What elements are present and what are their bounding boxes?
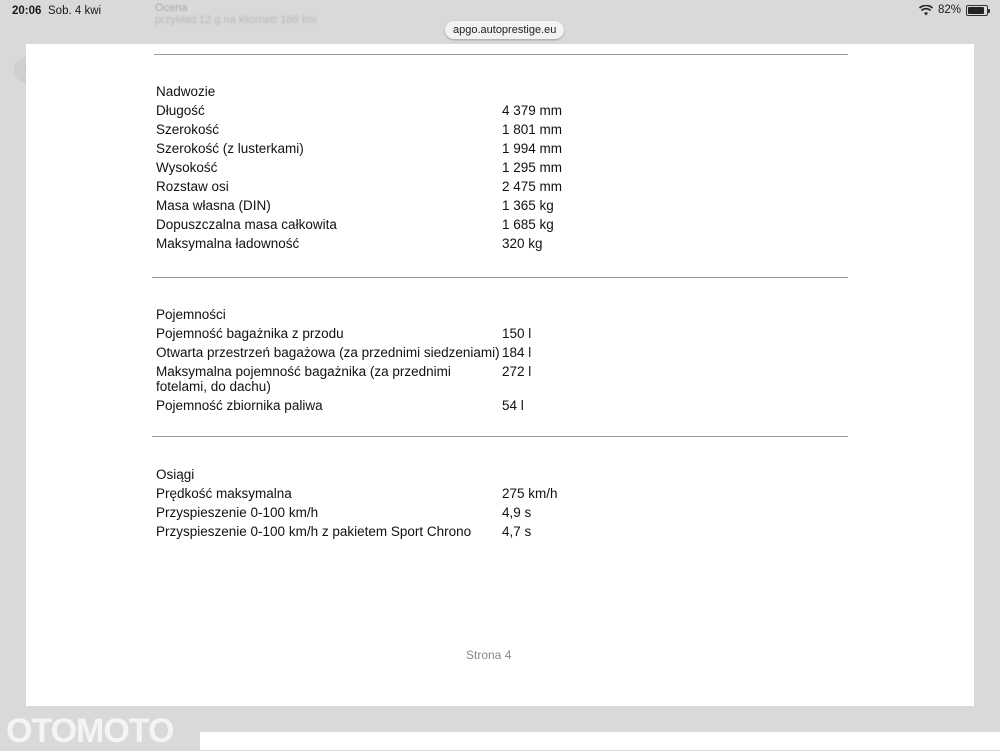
spec-value: 1 685 kg	[502, 217, 554, 232]
section-nadwozie	[156, 84, 856, 255]
url-address-pill[interactable]: apgo.autoprestige.eu	[445, 21, 564, 39]
spec-row	[156, 486, 856, 501]
status-time: 20:06	[12, 5, 42, 17]
spec-row	[156, 179, 856, 194]
spec-value: 4,9 s	[502, 505, 532, 520]
status-indicators	[919, 4, 988, 16]
divider	[152, 436, 848, 437]
spec-row	[156, 326, 856, 341]
spec-value: 1 365 kg	[502, 198, 554, 213]
spec-value: 54 l	[502, 398, 524, 413]
page-number: Strona 4	[466, 648, 512, 662]
spec-row	[156, 122, 856, 137]
section-title: Pojemności	[156, 307, 226, 322]
spec-label: Wysokość	[156, 160, 218, 175]
spec-label: Szerokość	[156, 122, 220, 137]
spec-label: Masa własna (DIN)	[156, 198, 271, 213]
spec-value: 1 295 mm	[502, 160, 563, 175]
divider	[154, 54, 848, 55]
spec-row	[156, 236, 856, 251]
spec-value: 4 379 mm	[502, 103, 563, 118]
spec-label: Rozstaw osi	[156, 179, 229, 194]
wifi-icon	[919, 5, 933, 16]
spec-row	[156, 103, 856, 118]
spec-label: Otwarta przestrzeń bagażowa (za przednimi siedzeniami)	[156, 345, 500, 360]
section-osiagi	[156, 467, 856, 543]
spec-value: 184 l	[502, 345, 532, 360]
spec-label: Przyspieszenie 0-100 km/h z pakietem Sport Chrono	[156, 524, 472, 539]
spec-label: Szerokość (z lusterkami)	[156, 141, 304, 156]
battery-icon	[966, 5, 988, 16]
spec-label: Maksymalna pojemność bagażnika (za przednimi fotelami, do dachu)	[156, 364, 451, 394]
spec-row	[156, 524, 856, 539]
spec-value: 275 km/h	[502, 486, 558, 501]
spec-value: 150 l	[502, 326, 532, 341]
spec-row	[156, 505, 856, 520]
section-title: Nadwozie	[156, 84, 216, 99]
spec-label: Prędkość maksymalna	[156, 486, 292, 501]
spec-value: 1 801 mm	[502, 122, 563, 137]
spec-row	[156, 141, 856, 156]
spec-value: 1 994 mm	[502, 141, 563, 156]
background-faint-text: Ocena	[155, 2, 188, 14]
spec-value: 4,7 s	[502, 524, 532, 539]
section-title: Osiągi	[156, 467, 195, 482]
otomoto-logo: OTOMOTO	[6, 712, 174, 750]
section-pojemnosci	[156, 307, 856, 417]
spec-label: Pojemność zbiornika paliwa	[156, 398, 323, 413]
spec-label: Maksymalna ładowność	[156, 236, 300, 251]
divider	[152, 277, 848, 278]
spec-value: 2 475 mm	[502, 179, 563, 194]
bottom-bar	[200, 732, 1000, 750]
background-faint-text: przykład 12 g na kilometr 186 km	[155, 14, 317, 26]
spec-row	[156, 217, 856, 232]
spec-row	[156, 398, 856, 413]
spec-label: Pojemność bagażnika z przodu	[156, 326, 344, 341]
spec-label: Długość	[156, 103, 205, 118]
spec-row	[156, 345, 856, 360]
pdf-page	[26, 44, 974, 706]
battery-percent: 82%	[937, 4, 961, 16]
spec-label: Dopuszczalna masa całkowita	[156, 217, 337, 232]
spec-row	[156, 364, 856, 394]
spec-label: Przyspieszenie 0-100 km/h	[156, 505, 319, 520]
status-date: Sob. 4 kwi	[48, 5, 102, 17]
spec-row	[156, 160, 856, 175]
spec-row	[156, 198, 856, 213]
spec-value: 320 kg	[502, 236, 543, 251]
spec-value: 272 l	[502, 364, 532, 379]
